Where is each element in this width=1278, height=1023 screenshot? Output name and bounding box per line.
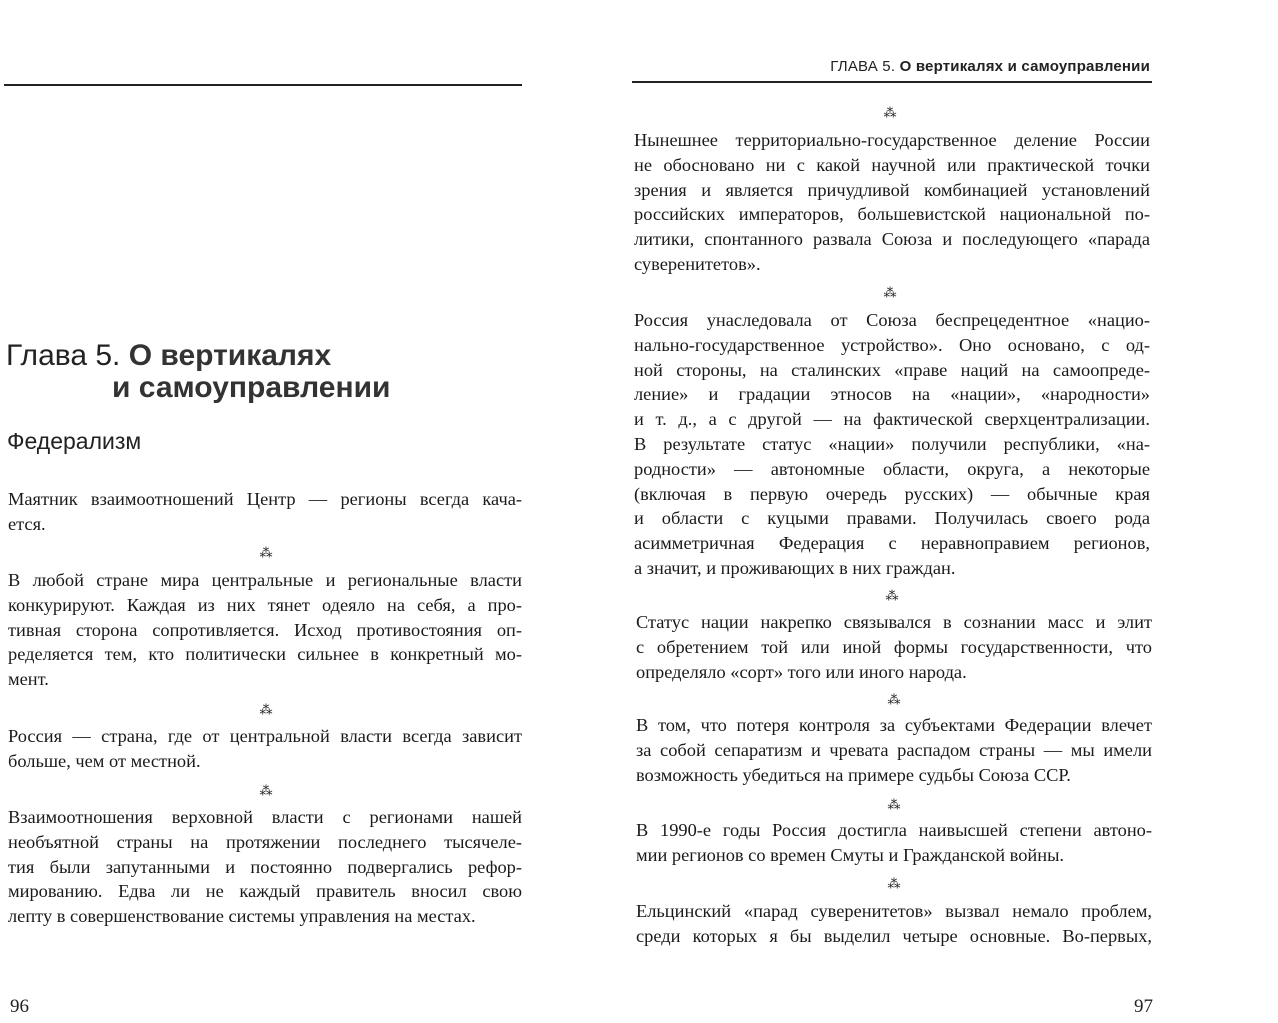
separator-asterism: ⁂ xyxy=(887,797,901,812)
page-number: 96 xyxy=(10,996,29,1017)
running-head xyxy=(830,58,1150,75)
separator-asterism: ⁂ xyxy=(887,692,901,707)
paragraph: Взаимоотношения верховной власти с регионами нашей необъятной страны на протяжении последнего тысячеле- тия были запутанными и постоянно подвергались рефор- мированию. Едва ли не каждый правитель вносил свою лепту в совершенствование системы управления на местах. xyxy=(8,807,522,927)
paragraph: Маятник взаимоотношений Центр — регионы всегда кача- ется. xyxy=(8,489,522,534)
separator-asterism: ⁂ xyxy=(259,702,273,717)
paragraph: Россия — страна, где от центральной власти всегда зависит больше, чем от местной. xyxy=(8,726,522,771)
paragraph: В 1990-е годы Россия достигла наивысшей степени автоно- мии регионов со времен Смуты и Гражданской войны. xyxy=(636,820,1152,865)
separator-asterism: ⁂ xyxy=(883,285,897,300)
separator-asterism: ⁂ xyxy=(259,783,273,798)
separator-asterism: ⁂ xyxy=(259,545,273,560)
chapter-title-line2: и самоуправлении xyxy=(112,371,391,404)
paragraph: Россия унаследовала от Союза беспрецедентное «нацио- нально-государственное устройство». Оно основано, с од- ной стороны, на сталинских «праве наций на самоопреде- ление» и градации этносов на «нации», «народности» и т. д., а с другой — на фактической сверхцентрализации. В результате статус «нации» получили республики, «на- родности» — автономные области, округа, а некоторые (включая в первую очередь русских) — обычные края и области с куцыми правами. Получилась своего рода асимметричная Федерация с неравноправием регионов, а значит, и проживающих в них граждан. xyxy=(634,310,1150,578)
separator-asterism: ⁂ xyxy=(887,876,901,891)
paragraph: Статус нации накрепко связывался в сознании масс и элит с обретением той или иной формы государственности, что определяло «сорт» того или иного народа. xyxy=(636,612,1152,682)
paragraph: Ельцинский «парад суверенитетов» вызвал немало проблем, среди которых я бы выделил четыре основные. Во-первых, xyxy=(636,901,1152,946)
separator-asterism: ⁂ xyxy=(883,105,897,120)
header-rule xyxy=(4,84,522,86)
separator-asterism: ⁂ xyxy=(885,588,899,603)
right-page xyxy=(632,0,1152,1023)
section-title: Федерализм xyxy=(7,428,142,454)
paragraph: В том, что потеря контроля за субъектами Федерации влечет за собой сепаратизм и чревата распадом страны — мы имели возможность убедиться на примере судьбы Союза ССР. xyxy=(636,715,1152,785)
chapter-label: Глава 5. xyxy=(6,339,121,372)
paragraph: В любой стране мира центральные и региональные власти конкурируют. Каждая из них тянет одеяло на себя, а про- тивная сторона сопротивляется. Исход противостояния оп- ределяется тем, кто политически сильнее в конкретный мо- мент. xyxy=(8,570,522,690)
running-head-label: ГЛАВА 5. xyxy=(830,58,896,75)
running-head-title: О вертикалях и самоуправлении xyxy=(899,58,1150,75)
left-page xyxy=(0,0,530,1023)
chapter-title-line1: О вертикалях xyxy=(128,339,332,372)
paragraph: Нынешнее территориально-государственное деление России не обосновано ни с какой научной или практической точки зрения и является причудливой комбинацией установлений российских императоров, большевистской национальной по- литики, спонтанного развала Союза и последующего «парада суверенитетов». xyxy=(634,130,1150,274)
page-number: 97 xyxy=(1134,996,1153,1017)
header-rule xyxy=(632,81,1152,83)
chapter-title xyxy=(6,340,390,404)
